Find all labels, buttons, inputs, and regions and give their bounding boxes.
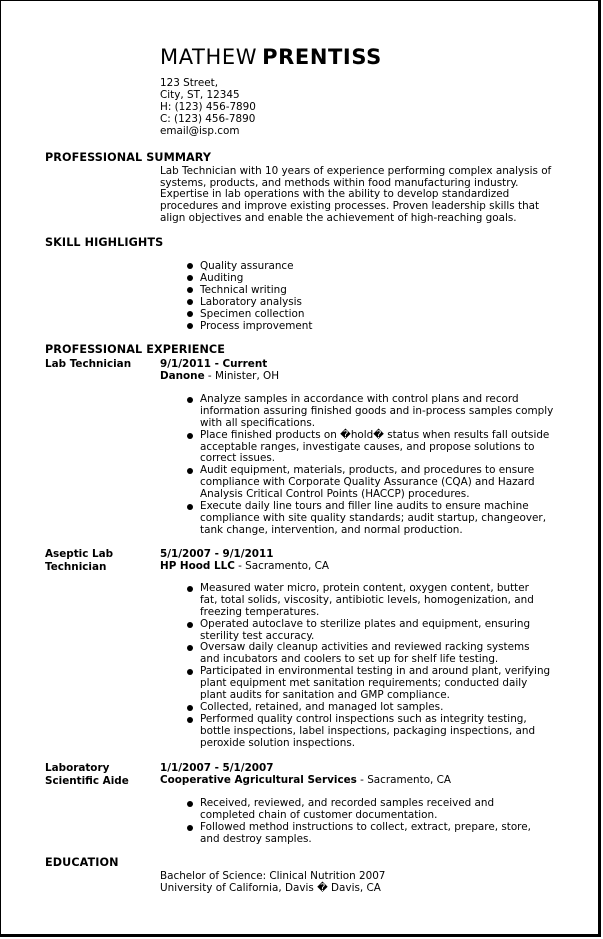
job-dates: 5/1/2007 - 9/1/2011: [160, 548, 274, 560]
first-name: MATHEW: [160, 45, 258, 69]
bullet-line: with all specifications.: [200, 416, 316, 429]
summary-line: align objectives and enable the achievement of high-reaching goals.: [160, 211, 517, 224]
experience-heading: PROFESSIONAL EXPERIENCE: [45, 343, 225, 356]
bullet-line: Analyze samples in accordance with control plans and record: [200, 393, 519, 405]
degree: Bachelor of Science: Clinical Nutrition 2007: [160, 870, 386, 882]
job-location: - Sacramento, CA: [356, 774, 452, 786]
summary-text: [160, 166, 560, 224]
job-bullets: [160, 394, 560, 537]
summary-line: systems, products, and methods within food manufacturing industry.: [160, 176, 519, 189]
bullet-line: correct issues.: [200, 452, 276, 465]
contact-email: email@isp.com: [160, 125, 240, 137]
bullet-line: plant equipment met sanitation requirements; conducted daily: [200, 677, 528, 690]
skill-item: Technical writing: [160, 284, 312, 296]
job-bullet: [160, 666, 560, 702]
bullet-line: compliance with site quality standards; audit startup, changeover,: [200, 511, 547, 524]
job-header: [160, 762, 451, 786]
bullet-line: Measured water micro, protein content, oxygen content, butter: [200, 582, 529, 594]
job-bullet: [160, 714, 560, 750]
job-employer: Cooperative Agricultural Services: [160, 774, 357, 786]
job-bullet: [160, 465, 560, 501]
bullet-line: Place finished products on �hold� status when results fall outside: [200, 428, 550, 441]
job-employer-line: [160, 774, 451, 786]
bullet-line: freezing temperatures.: [200, 605, 320, 618]
school: University of California, Davis � Davis, CA: [160, 882, 381, 894]
job-employer: Danone: [160, 370, 205, 382]
job-title: Laboratory Scientific Aide: [45, 762, 129, 787]
skills-list: [160, 260, 312, 332]
skill-item: Process improvement: [160, 320, 312, 332]
job-bullet: [160, 822, 560, 846]
bullet-line: Oversaw daily cleanup activities and reviewed racking systems: [200, 641, 530, 654]
job-employer: HP Hood LLC: [160, 560, 235, 572]
contact-city: City, ST, 12345: [160, 89, 240, 101]
job-title: Aseptic Lab Technician: [45, 548, 114, 573]
job-title: Lab Technician: [45, 358, 132, 370]
bullet-line: sterility test accuracy.: [200, 629, 315, 642]
bullet-line: and incubators and coolers to set up for shelf life testing.: [200, 653, 499, 666]
candidate-name: [160, 45, 382, 69]
job-bullets: [160, 583, 560, 749]
bullet-line: Analysis Critical Control Points (HACCP) procedures.: [200, 488, 470, 501]
summary-heading: PROFESSIONAL SUMMARY: [45, 151, 212, 164]
contact-home-phone: H: (123) 456-7890: [160, 101, 256, 113]
skill-item: Laboratory analysis: [160, 296, 312, 308]
contact-street: 123 Street,: [160, 77, 219, 89]
job-header: [160, 358, 279, 382]
job-bullets: [160, 798, 560, 846]
bullet-line: Audit equipment, materials, products, and procedures to ensure: [200, 464, 535, 477]
job-bullet: [160, 394, 560, 430]
job-bullet: [160, 501, 560, 537]
job-location: - Minister, OH: [204, 370, 280, 382]
job-bullet: [160, 702, 560, 714]
bullet-line: tank change, intervention, and normal production.: [200, 523, 463, 536]
job-bullet: [160, 642, 560, 666]
contact-block: [160, 77, 256, 137]
summary-line: Expertise in lab operations with the ability to develop standardized: [160, 188, 510, 201]
job-employer-line: [160, 560, 329, 572]
bullet-line: Participated in environmental testing in and around plant, verifying: [200, 665, 551, 678]
last-name: PRENTISS: [262, 45, 382, 69]
education-block: [160, 870, 385, 894]
job-dates: 9/1/2011 - Current: [160, 358, 268, 370]
summary-line: Lab Technician with 10 years of experience performing complex analysis of: [160, 165, 552, 177]
bullet-line: compliance with Corporate Quality Assurance (CQA) and Hazard: [200, 476, 535, 489]
job-bullet: [160, 583, 560, 619]
skill-item: Auditing: [160, 272, 312, 284]
job-dates: 1/1/2007 - 5/1/2007: [160, 762, 274, 774]
bullet-line: Execute daily line tours and filler line audits to ensure machine: [200, 500, 529, 513]
contact-cell-phone: C: (123) 456-7890: [160, 113, 256, 125]
summary-line: procedures and improve existing processes. Proven leadership skills that: [160, 200, 540, 213]
bullet-line: and destroy samples.: [200, 832, 312, 845]
job-bullet: [160, 430, 560, 466]
bullet-line: bottle inspections, label inspections, packaging inspections, and: [200, 724, 536, 737]
education-heading: EDUCATION: [45, 856, 119, 869]
job-bullet: [160, 798, 560, 822]
bullet-line: Performed quality control inspections such as integrity testing,: [200, 712, 527, 725]
bullet-line: Followed method instructions to collect, extract, prepare, store,: [200, 820, 531, 833]
job-location: - Sacramento, CA: [234, 560, 329, 572]
job-header: [160, 548, 329, 572]
bullet-line: fat, total solids, viscosity, antibiotic levels, homogenization, and: [200, 593, 534, 606]
bullet-line: Received, reviewed, and recorded samples received and: [200, 797, 495, 809]
job-bullet: [160, 619, 560, 643]
bullet-line: plant audits for sanitation and GMP compliance.: [200, 689, 450, 702]
bullet-line: information assuring finished goods and in-process samples comply: [200, 404, 554, 417]
bullet-line: Collected, retained, and managed lot samples.: [200, 700, 444, 713]
bullet-line: peroxide solution inspections.: [200, 736, 356, 749]
skill-item: Quality assurance: [160, 260, 312, 272]
job-employer-line: [160, 370, 279, 382]
bullet-line: acceptable ranges, investigate causes, and propose solutions to: [200, 440, 535, 453]
bullet-line: completed chain of customer documentation.: [200, 808, 438, 821]
skill-item: Specimen collection: [160, 308, 312, 320]
bullet-line: Operated autoclave to sterilize plates and equipment, ensuring: [200, 617, 531, 630]
skills-heading: SKILL HIGHLIGHTS: [45, 236, 164, 249]
